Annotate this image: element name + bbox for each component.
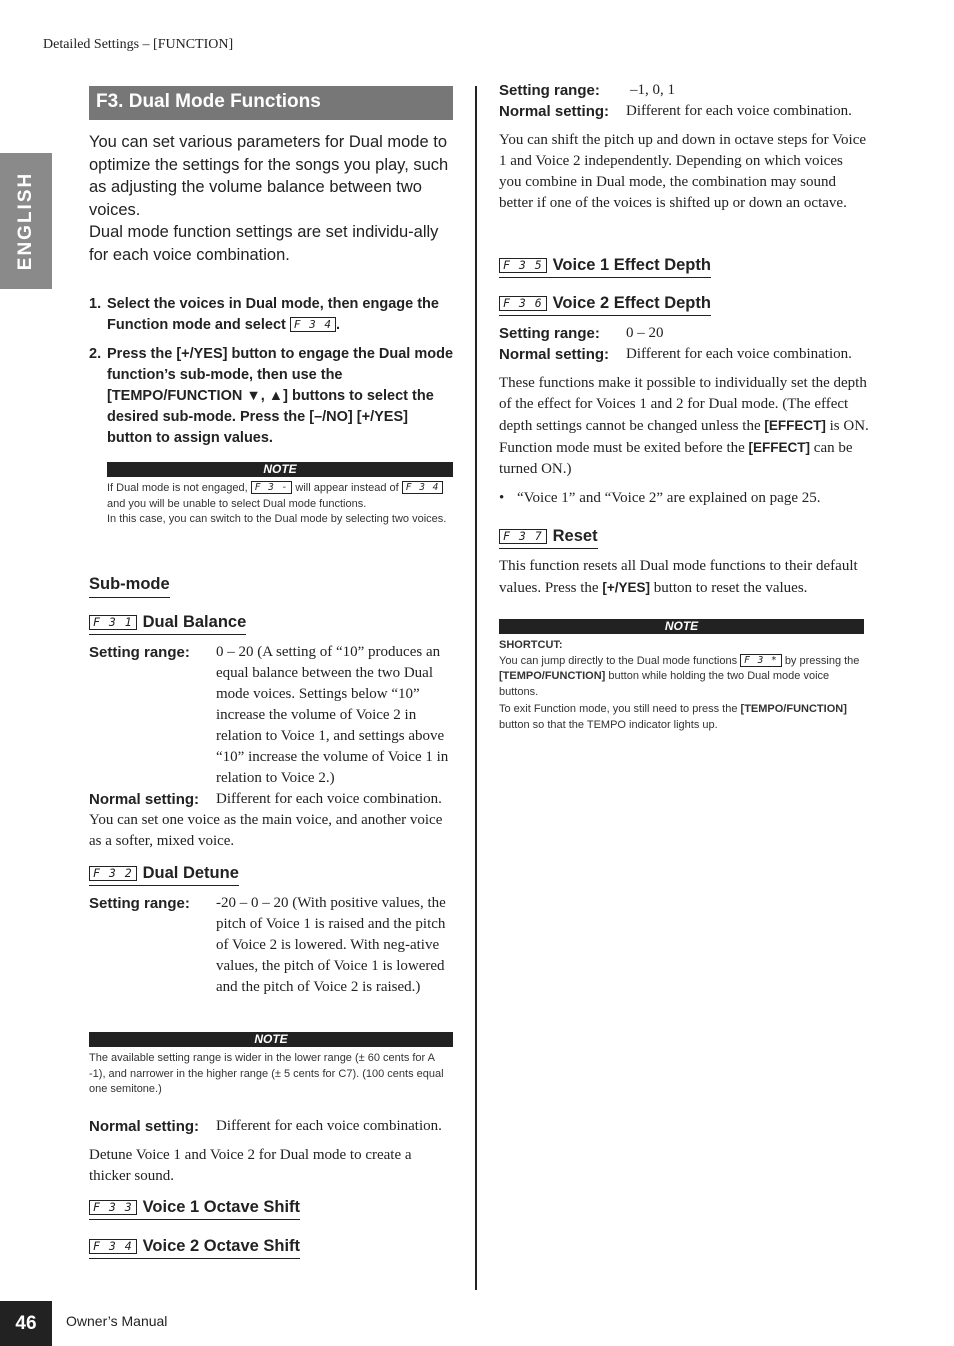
note-box <box>89 1032 453 1098</box>
normal-setting-value: Different for each voice combination. <box>626 103 852 119</box>
note-text-part: To exit Function mode, you still need to press the <box>499 703 738 715</box>
setting-range-value: 0 – 20 (A setting of “10” produces an equal balance between the two Dual mode voices. Settings below “10” increase the volume of Voice 2 in relation to Voice 1, and settings above “10” increase the volume of Voice 1 in relation to Voice 2.) <box>216 644 449 786</box>
intro-text <box>89 131 455 266</box>
step-number: 1. <box>89 296 102 312</box>
setting-range-value: 0 – 20 <box>626 325 664 341</box>
function-title: Voice 2 Effect Depth <box>552 294 711 312</box>
lcd-display-icon: F 3 4 <box>402 481 444 494</box>
intro-paragraph: Dual mode function settings are set individu-ally for each voice combination. <box>89 223 439 264</box>
bullet-icon: • <box>499 490 505 506</box>
function-heading-f34 <box>89 1237 300 1259</box>
note-text-part: If Dual mode is not engaged, <box>107 482 248 494</box>
note-box <box>499 619 864 733</box>
note-text <box>499 638 864 733</box>
submode-heading: Sub-mode <box>89 575 170 598</box>
note-box <box>107 462 453 528</box>
f31-settings <box>89 642 455 852</box>
lcd-display-icon: F 3 3 <box>89 1200 137 1215</box>
desc-part: button to reset the values. <box>653 580 808 596</box>
function-title: Dual Detune <box>142 864 239 882</box>
button-ref: [TEMPO/FUNCTION] <box>740 703 847 715</box>
step-text: Press the [+/YES] button to engage the Dual mode function’s sub-mode, then use the [TEMPO/FUNCTION ▼, ▲] buttons to select the desired sub-mode. Press the [–/NO] [+/YES] button to assign values. <box>107 346 454 446</box>
step-text: Select the voices in Dual mode, then engage the Function mode and select <box>107 296 439 333</box>
note-text-part: will appear instead of <box>295 482 399 494</box>
note-text-part: button while holding the two Dual mode voice buttons. <box>499 670 830 698</box>
setting-range-label: Setting range: <box>499 325 600 342</box>
page-number: 46 <box>0 1301 52 1346</box>
breadcrumb: Detailed Settings – [FUNCTION] <box>43 37 234 52</box>
language-tab-label: ENGLISH <box>15 171 36 271</box>
function-description <box>499 373 869 480</box>
f32-normal <box>89 1116 455 1187</box>
bullet-text: “Voice 1” and “Voice 2” are explained on page 25. <box>517 490 821 506</box>
function-heading-f36 <box>499 294 711 316</box>
setting-range-value: –1, 0, 1 <box>630 82 675 98</box>
step-item <box>89 344 455 449</box>
function-title: Dual Balance <box>142 613 247 631</box>
lcd-display-icon: F 3 1 <box>89 615 137 630</box>
effect-settings <box>499 323 869 509</box>
steps-list <box>89 294 455 457</box>
normal-setting-label: Normal setting: <box>89 1118 200 1135</box>
note-label: NOTE <box>499 619 864 634</box>
function-heading-f33 <box>89 1198 300 1220</box>
shortcut-label: SHORTCUT: <box>499 639 563 651</box>
function-heading-f31 <box>89 613 246 635</box>
note-label: NOTE <box>107 462 453 477</box>
desc-part: This function resets all Dual mode functions to their default values. Press the <box>499 558 858 596</box>
normal-setting-label: Normal setting: <box>499 103 610 120</box>
section-title: F3. Dual Mode Functions <box>96 91 321 112</box>
f37-description <box>499 556 869 599</box>
button-ref: [EFFECT] <box>748 440 811 455</box>
button-ref: [EFFECT] <box>764 418 826 433</box>
lcd-display-icon: F 3 7 <box>499 529 547 544</box>
note-text <box>107 481 453 528</box>
section-title-bar <box>89 86 453 120</box>
octave-settings <box>499 80 869 214</box>
function-title: Reset <box>552 527 598 545</box>
lcd-display-icon: F 3 5 <box>499 258 547 273</box>
function-description: You can shift the pitch up and down in octave steps for Voice 1 and Voice 2 independently. Depending on which voices you combine in Dual mode, the combination may sound better if one of the voices is shifted up or down an octave. <box>499 132 867 211</box>
setting-range-label: Setting range: <box>499 82 600 99</box>
lcd-display-icon: F 3 2 <box>89 866 137 881</box>
intro-paragraph: You can set various parameters for Dual mode to optimize the settings for the songs you play, such as adjusting the volume balance between two voices. <box>89 133 449 219</box>
column-divider <box>475 86 477 1290</box>
note-text-part: button so that the TEMPO indicator lights up. <box>499 718 718 731</box>
lcd-display-icon: F 3 - <box>251 481 293 494</box>
note-text: The available setting range is wider in the lower range (± 60 cents for A -1), and narrower in the higher range (± 5 cents for C7). (100 cents equal one semitone.) <box>89 1052 444 1095</box>
button-ref: [TEMPO/FUNCTION] <box>499 670 606 682</box>
function-heading-f32 <box>89 864 239 886</box>
bullet-item <box>499 488 869 509</box>
setting-range-label: Setting range: <box>89 895 190 912</box>
button-ref: [+/YES] <box>602 580 650 595</box>
note-text-part: In this case, you can switch to the Dual mode by selecting two voices. <box>107 513 447 525</box>
setting-range-label: Setting range: <box>89 644 190 661</box>
note-text-part: and you will be unable to select Dual mode functions. <box>107 497 367 510</box>
lcd-display-icon: F 3 6 <box>499 296 547 311</box>
footer-label: Owner’s Manual <box>66 1313 168 1329</box>
step-number: 2. <box>89 346 102 362</box>
submode-heading-wrap <box>89 575 170 598</box>
normal-setting-value: Different for each voice combination. <box>216 1118 442 1134</box>
normal-setting-label: Normal setting: <box>499 346 610 363</box>
function-heading-f35 <box>499 256 711 278</box>
desc-part: can be turned ON.) <box>499 440 853 477</box>
normal-setting-value: Different for each voice combination. <box>216 791 442 807</box>
desc-part: is ON. Function mode must be exited before the <box>499 418 869 456</box>
note-text-part: You can jump directly to the Dual mode functions <box>499 654 738 667</box>
language-tab <box>0 153 52 289</box>
function-title: Voice 1 Octave Shift <box>142 1198 301 1216</box>
function-title: Voice 2 Octave Shift <box>142 1237 301 1255</box>
function-heading-f37 <box>499 527 598 549</box>
function-description: Detune Voice 1 and Voice 2 for Dual mode to create a thicker sound. <box>89 1147 412 1184</box>
note-label: NOTE <box>89 1032 453 1047</box>
step-item <box>89 294 455 336</box>
note-text-part: by pressing the <box>784 654 860 667</box>
setting-range-value: -20 – 0 – 20 (With positive values, the pitch of Voice 1 is raised and the pitch of Voice 2 is lowered. With neg-ative values, the pitch of Voice 1 is lowered and the pitch of Voice 2 is raised.) <box>216 895 446 995</box>
desc-part: These functions make it possible to individually set the depth of the effect for Voices 1 and 2 for Dual mode. (The effect depth settings cannot be changed unless the <box>499 375 867 434</box>
function-title: Voice 1 Effect Depth <box>552 256 711 274</box>
lcd-display-icon: F 3 4 <box>89 1239 137 1254</box>
lcd-display-icon: F 3 * <box>740 654 782 667</box>
normal-setting-value: Different for each voice combination. <box>626 346 852 362</box>
lcd-display-icon: F 3 4 <box>290 317 336 332</box>
function-description: You can set one voice as the main voice, and another voice as a softer, mixed voice. <box>89 812 443 849</box>
normal-setting-label: Normal setting: <box>89 791 200 808</box>
f32-settings <box>89 893 455 998</box>
step-text-end: . <box>336 317 341 333</box>
